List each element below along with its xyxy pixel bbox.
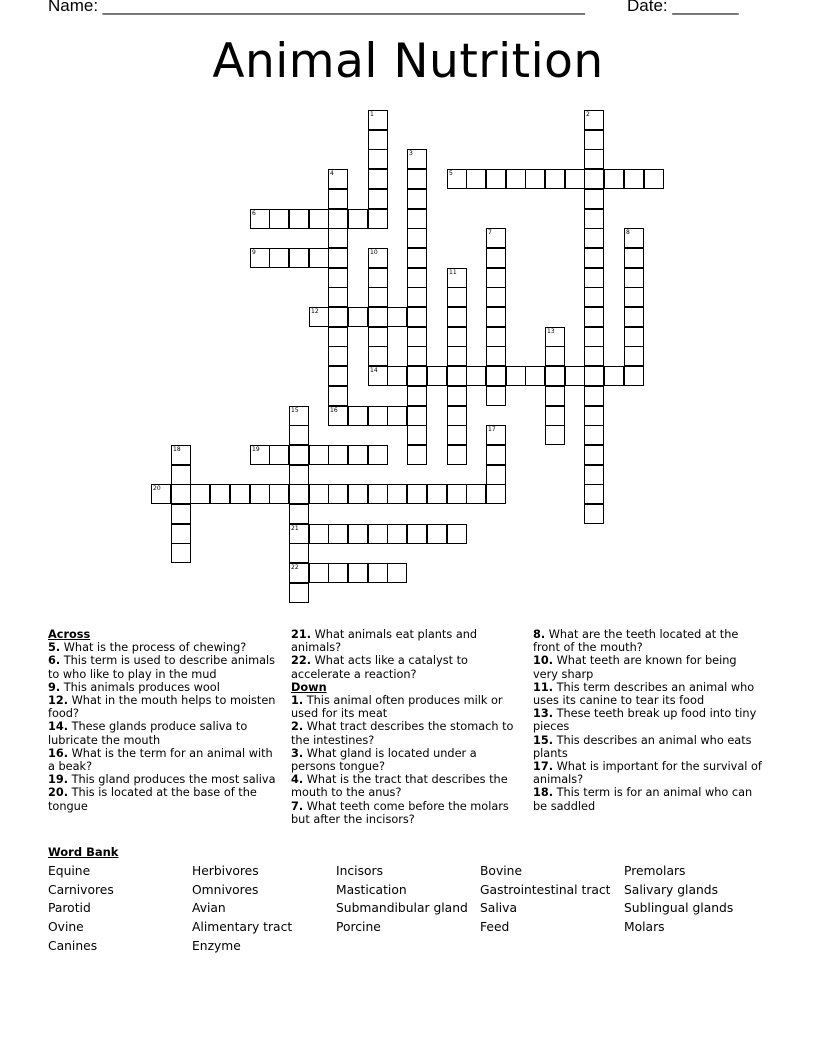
crossword-cell[interactable] — [545, 425, 565, 445]
crossword-cell[interactable] — [387, 484, 407, 504]
crossword-cell[interactable] — [466, 484, 486, 504]
word-bank-item: Canines — [48, 939, 98, 953]
crossword-cell[interactable] — [368, 169, 388, 189]
crossword-cell[interactable] — [289, 209, 309, 229]
crossword-cell[interactable] — [387, 563, 407, 583]
crossword-cell[interactable] — [171, 504, 191, 524]
crossword-cell[interactable] — [269, 445, 289, 465]
crossword-cell[interactable] — [486, 268, 506, 288]
crossword-cell[interactable] — [328, 209, 348, 229]
crossword-cell[interactable] — [545, 169, 565, 189]
crossword-cell[interactable] — [407, 287, 427, 307]
word-bank-item: Incisors — [336, 864, 383, 878]
crossword-cell[interactable] — [368, 209, 388, 229]
crossword-cell[interactable] — [427, 366, 447, 386]
crossword-cell[interactable] — [289, 484, 309, 504]
word-bank-item: Porcine — [336, 920, 381, 934]
crossword-cell[interactable] — [565, 366, 585, 386]
word-bank-item: Gastrointestinal tract — [480, 883, 611, 897]
crossword-cell[interactable] — [328, 563, 348, 583]
crossword-cell[interactable] — [289, 583, 309, 603]
word-bank-item: Molars — [624, 920, 665, 934]
crossword-cell[interactable] — [486, 425, 506, 445]
crossword-cell[interactable] — [289, 563, 309, 583]
crossword-cell[interactable] — [407, 228, 427, 248]
crossword-cell[interactable] — [368, 524, 388, 544]
crossword-cell[interactable] — [190, 484, 210, 504]
word-bank-item: Enzyme — [192, 939, 241, 953]
clue-number-label: 10 — [370, 249, 378, 256]
crossword-cell[interactable] — [584, 346, 604, 366]
crossword-cell[interactable] — [250, 445, 270, 465]
crossword-cell[interactable] — [584, 248, 604, 268]
name-field-label: Name: ___________________________________________________ — [48, 0, 585, 15]
crossword-cell[interactable] — [368, 110, 388, 130]
crossword-cell[interactable] — [289, 445, 309, 465]
crossword-cell[interactable] — [447, 484, 467, 504]
word-bank-item: Mastication — [336, 883, 407, 897]
crossword-cell[interactable] — [328, 287, 348, 307]
clue-down-15: 15. This describes an animal who eats plants — [533, 733, 752, 760]
crossword-cell[interactable] — [447, 524, 467, 544]
crossword-cell[interactable] — [644, 169, 664, 189]
crossword-cell[interactable] — [309, 307, 329, 327]
crossword-cell[interactable] — [368, 346, 388, 366]
crossword-cell[interactable] — [545, 386, 565, 406]
crossword-cell[interactable] — [447, 268, 467, 288]
crossword-cell[interactable] — [171, 524, 191, 544]
clue-across-20: 20. This is located at the base of the tongue — [48, 786, 257, 813]
word-bank-item: Ovine — [48, 920, 84, 934]
clue-number-label: 7 — [488, 229, 492, 236]
crossword-cell[interactable] — [584, 445, 604, 465]
crossword-cell[interactable] — [368, 406, 388, 426]
crossword-cell[interactable] — [407, 425, 427, 445]
crossword-cell[interactable] — [545, 327, 565, 347]
clue-across-14: 14. These glands produce saliva to lubricate the mouth — [48, 720, 248, 747]
crossword-cell[interactable] — [368, 366, 388, 386]
crossword-cell[interactable] — [309, 445, 329, 465]
crossword-cell[interactable] — [584, 110, 604, 130]
page-title: Animal Nutrition — [212, 34, 604, 89]
crossword-cell[interactable] — [545, 346, 565, 366]
crossword-cell[interactable] — [584, 189, 604, 209]
word-bank-item: Salivary glands — [624, 883, 718, 897]
word-bank-item: Herbivores — [192, 864, 259, 878]
crossword-cell[interactable] — [309, 484, 329, 504]
down-heading: Down — [291, 680, 327, 694]
crossword-cell[interactable] — [584, 169, 604, 189]
crossword-cell[interactable] — [348, 209, 368, 229]
clue-number-label: 12 — [311, 308, 319, 315]
crossword-cell[interactable] — [230, 484, 250, 504]
crossword-cell[interactable] — [387, 406, 407, 426]
word-bank-item: Omnivores — [192, 883, 259, 897]
across-heading: Across — [48, 628, 91, 641]
clue-number-label: 16 — [330, 407, 338, 414]
crossword-cell[interactable] — [466, 366, 486, 386]
crossword-cell[interactable] — [447, 445, 467, 465]
crossword-cell[interactable] — [368, 268, 388, 288]
crossword-cell[interactable] — [407, 169, 427, 189]
clue-number-label: 4 — [330, 170, 334, 177]
crossword-cell[interactable] — [250, 209, 270, 229]
crossword-cell[interactable] — [447, 327, 467, 347]
crossword-cell[interactable] — [624, 228, 644, 248]
crossword-cell[interactable] — [368, 445, 388, 465]
crossword-cell[interactable] — [584, 425, 604, 445]
clue-down-10: 10. What teeth are known for being very sharp — [533, 654, 737, 681]
crossword-cell[interactable] — [328, 386, 348, 406]
crossword-cell[interactable] — [584, 504, 604, 524]
crossword-cell[interactable] — [486, 327, 506, 347]
word-bank-item: Premolars — [624, 864, 686, 878]
crossword-cell[interactable] — [486, 307, 506, 327]
crossword-cell[interactable] — [624, 346, 644, 366]
crossword-cell[interactable] — [289, 248, 309, 268]
clue-across-9: 9. This animals produces wool — [48, 680, 220, 694]
crossword-cell[interactable] — [584, 268, 604, 288]
crossword-cell[interactable] — [368, 563, 388, 583]
crossword-cell[interactable] — [348, 563, 368, 583]
crossword-cell[interactable] — [604, 366, 624, 386]
clue-across-22: 22. What acts like a catalyst to accelerate a reaction? — [291, 654, 468, 681]
crossword-cell[interactable] — [486, 465, 506, 485]
word-bank-item: Avian — [192, 901, 226, 915]
clue-number-label: 20 — [153, 485, 161, 492]
crossword-cell[interactable] — [624, 327, 644, 347]
word-bank-item: Submandibular gland — [336, 901, 468, 915]
word-bank-item: Saliva — [480, 901, 517, 915]
crossword-cell[interactable] — [289, 543, 309, 563]
crossword-cell[interactable] — [387, 524, 407, 544]
crossword-cell[interactable] — [545, 366, 565, 386]
word-bank-item: Parotid — [48, 901, 91, 915]
crossword-cell[interactable] — [624, 169, 644, 189]
crossword-cell[interactable] — [584, 149, 604, 169]
crossword-cell[interactable] — [328, 268, 348, 288]
clue-number-label: 13 — [547, 328, 555, 335]
crossword-cell[interactable] — [486, 169, 506, 189]
crossword-cell[interactable] — [584, 366, 604, 386]
crossword-cell[interactable] — [171, 465, 191, 485]
crossword-cell[interactable] — [328, 406, 348, 426]
crossword-cell[interactable] — [447, 307, 467, 327]
crossword-cell[interactable] — [427, 524, 447, 544]
crossword-cell[interactable] — [407, 484, 427, 504]
crossword-cell[interactable] — [525, 366, 545, 386]
clue-across-6: 6. This term is used to describe animals to who like to play in the mud — [48, 654, 276, 681]
crossword-cell[interactable] — [447, 346, 467, 366]
crossword-cell[interactable] — [348, 484, 368, 504]
crossword-cell[interactable] — [584, 465, 604, 485]
clue-down-8: 8. What are the teeth located at the front of the mouth? — [533, 628, 739, 655]
crossword-cell[interactable] — [407, 209, 427, 229]
crossword-cell[interactable] — [328, 484, 348, 504]
crossword-cell[interactable] — [584, 386, 604, 406]
crossword-cell[interactable] — [486, 366, 506, 386]
crossword-cell[interactable] — [387, 366, 407, 386]
clue-down-2: 2. What tract describes the stomach to the intestines? — [291, 720, 514, 747]
clue-down-3: 3. What gland is located under a persons tongue? — [291, 746, 477, 774]
crossword-cell[interactable] — [250, 484, 270, 504]
crossword-cell[interactable] — [486, 287, 506, 307]
clue-down-4: 4. What is the tract that describes the mouth to the anus? — [291, 773, 508, 800]
crossword-cell[interactable] — [407, 406, 427, 426]
crossword-cell[interactable] — [348, 406, 368, 426]
clue-down-13: 13. These teeth break up food into tiny pieces — [533, 707, 757, 734]
crossword-cell[interactable] — [368, 484, 388, 504]
clue-number-label: 5 — [449, 170, 453, 177]
crossword-cell[interactable] — [348, 445, 368, 465]
crossword-cell[interactable] — [368, 130, 388, 150]
crossword-cell[interactable] — [328, 228, 348, 248]
crossword-cell[interactable] — [407, 149, 427, 169]
crossword-cell[interactable] — [486, 386, 506, 406]
word-bank-item: Feed — [480, 920, 510, 934]
crossword-cell[interactable] — [584, 307, 604, 327]
clue-number-label: 3 — [409, 150, 413, 157]
crossword-cell[interactable] — [506, 169, 526, 189]
crossword-cell[interactable] — [328, 169, 348, 189]
clue-number-label: 14 — [370, 367, 378, 374]
crossword-cell[interactable] — [624, 248, 644, 268]
word-bank-item: Carnivores — [48, 883, 114, 897]
crossword-cell[interactable] — [348, 307, 368, 327]
crossword-cell[interactable] — [328, 524, 348, 544]
crossword-cell[interactable] — [525, 169, 545, 189]
crossword-cell[interactable] — [269, 248, 289, 268]
crossword-cell[interactable] — [584, 209, 604, 229]
crossword-cell[interactable] — [584, 130, 604, 150]
crossword-cell[interactable] — [368, 149, 388, 169]
crossword-cell[interactable] — [289, 465, 309, 485]
clues-column-3 — [533, 628, 765, 813]
crossword-cell[interactable] — [328, 366, 348, 386]
crossword-cell[interactable] — [506, 366, 526, 386]
crossword-cell[interactable] — [584, 484, 604, 504]
clue-across-21: 21. What animals eat plants and animals? — [291, 628, 478, 655]
crossword-cell[interactable] — [624, 268, 644, 288]
crossword-cell[interactable] — [407, 248, 427, 268]
crossword-cell[interactable] — [368, 287, 388, 307]
word-bank-item: Bovine — [480, 864, 523, 878]
crossword-cell[interactable] — [584, 327, 604, 347]
crossword-cell[interactable] — [486, 248, 506, 268]
word-bank-item: Sublingual glands — [624, 901, 734, 915]
crossword-cell[interactable] — [309, 248, 329, 268]
crossword-cell[interactable] — [368, 327, 388, 347]
clue-across-12: 12. What in the mouth helps to moisten food? — [48, 694, 276, 721]
crossword-cell[interactable] — [407, 445, 427, 465]
crossword-cell[interactable] — [289, 524, 309, 544]
clue-number-label: 21 — [291, 525, 299, 532]
crossword-cell[interactable] — [466, 169, 486, 189]
clue-down-11: 11. This term describes an animal who uses its canine to tear its food — [533, 680, 755, 708]
clue-across-19: 19. This gland produces the most saliva — [48, 773, 276, 787]
crossword-cell[interactable] — [289, 406, 309, 426]
clue-number-label: 22 — [291, 564, 299, 571]
clue-number-label: 18 — [173, 446, 181, 453]
clue-across-5: 5. What is the process of chewing? — [48, 641, 247, 655]
crossword-cell[interactable] — [328, 445, 348, 465]
crossword-cell[interactable] — [407, 346, 427, 366]
crossword-cell[interactable] — [289, 425, 309, 445]
crossword-cell[interactable] — [151, 484, 171, 504]
crossword-cell[interactable] — [269, 209, 289, 229]
clue-number-label: 1 — [370, 111, 374, 118]
crossword-cell[interactable] — [269, 484, 289, 504]
crossword-cell[interactable] — [328, 189, 348, 209]
crossword-cell[interactable] — [624, 307, 644, 327]
crossword-cell[interactable] — [309, 563, 329, 583]
crossword-cell[interactable] — [328, 248, 348, 268]
clue-number-label: 15 — [291, 407, 299, 414]
clue-number-label: 2 — [586, 111, 590, 118]
crossword-cell[interactable] — [447, 386, 467, 406]
clue-number-label: 8 — [626, 229, 630, 236]
clue-number-label: 17 — [488, 426, 496, 433]
crossword-cell[interactable] — [171, 445, 191, 465]
crossword-cell[interactable] — [447, 169, 467, 189]
crossword-cell[interactable] — [210, 484, 230, 504]
crossword-cell[interactable] — [387, 307, 407, 327]
crossword-cell[interactable] — [624, 366, 644, 386]
word-bank-heading: Word Bank — [48, 845, 119, 859]
crossword-cell[interactable] — [328, 346, 348, 366]
crossword-cell[interactable] — [545, 406, 565, 426]
crossword-cell[interactable] — [624, 287, 644, 307]
crossword-cell[interactable] — [368, 189, 388, 209]
crossword-cell[interactable] — [584, 406, 604, 426]
clue-number-label: 11 — [449, 269, 457, 276]
crossword-cell[interactable] — [171, 484, 191, 504]
clue-down-1: 1. This animal often produces milk or used for its meat — [291, 694, 503, 721]
clues-column-1 — [48, 628, 280, 813]
crossword-cell[interactable] — [447, 425, 467, 445]
crossword-cell[interactable] — [565, 169, 585, 189]
clue-down-17: 17. What is important for the survival of animals? — [533, 760, 762, 787]
crossword-cell[interactable] — [309, 209, 329, 229]
crossword-cell[interactable] — [427, 484, 447, 504]
clue-number-label: 9 — [252, 249, 256, 256]
date-field-label: Date: _______ — [627, 0, 739, 15]
crossword-cell[interactable] — [407, 386, 427, 406]
crossword-cell[interactable] — [447, 406, 467, 426]
crossword-cell[interactable] — [407, 189, 427, 209]
clue-across-16: 16. What is the term for an animal with a beak? — [48, 746, 273, 774]
clue-number-label: 6 — [252, 210, 256, 217]
crossword-cell[interactable] — [348, 524, 368, 544]
crossword-cell[interactable] — [309, 524, 329, 544]
crossword-cell[interactable] — [486, 445, 506, 465]
crossword-cell[interactable] — [250, 248, 270, 268]
crossword-cell[interactable] — [407, 307, 427, 327]
crossword-cell[interactable] — [604, 169, 624, 189]
crossword-cell[interactable] — [486, 228, 506, 248]
crossword-cell[interactable] — [289, 504, 309, 524]
crossword-cell[interactable] — [407, 366, 427, 386]
crossword-cell[interactable] — [368, 307, 388, 327]
crossword-cell[interactable] — [584, 228, 604, 248]
clue-number-label: 19 — [252, 446, 260, 453]
crossword-cell[interactable] — [407, 524, 427, 544]
word-bank-item: Equine — [48, 864, 91, 878]
crossword-cell[interactable] — [328, 327, 348, 347]
crossword-cell[interactable] — [486, 484, 506, 504]
crossword-cell[interactable] — [584, 287, 604, 307]
crossword-cell[interactable] — [171, 543, 191, 563]
crossword-cell[interactable] — [368, 248, 388, 268]
crossword-cell[interactable] — [328, 307, 348, 327]
crossword-cell[interactable] — [447, 287, 467, 307]
crossword-cell[interactable] — [486, 346, 506, 366]
clue-down-18: 18. This term is for an animal who can be saddled — [533, 786, 753, 813]
crossword-cell[interactable] — [407, 268, 427, 288]
clue-down-7: 7. What teeth come before the molars but after the incisors? — [291, 799, 509, 826]
crossword-cell[interactable] — [447, 366, 467, 386]
crossword-cell[interactable] — [407, 327, 427, 347]
clues-column-2 — [291, 628, 523, 826]
word-bank-item: Alimentary tract — [192, 920, 293, 934]
